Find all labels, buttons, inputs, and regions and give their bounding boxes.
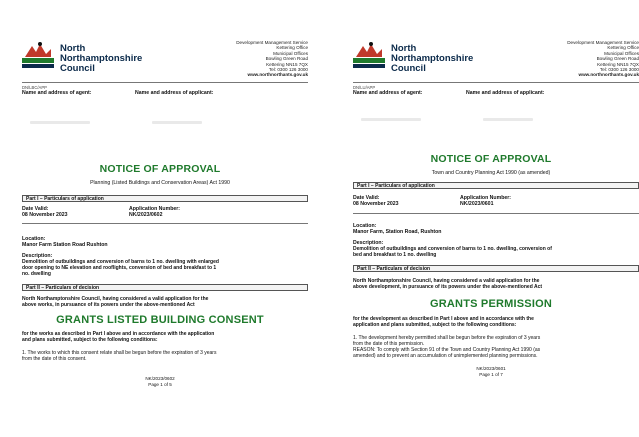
council-logo — [353, 40, 473, 76]
location-label: Location: — [22, 236, 46, 242]
council-crest-icon — [22, 40, 54, 72]
redacted-address — [152, 121, 202, 124]
grant-heading: GRANTS PERMISSION — [430, 298, 552, 310]
description-text: Demolition of outbuildings and conversion of barns to 1 no. dwelling with enlarged door opening to NE elevation and rooflights, conversion of bed and breakfast to 1 no. dwelling — [22, 259, 219, 277]
left-document-page — [12, 0, 308, 437]
office-address: Development Management Service Kettering Office Municipal Offices Bowling Green Road Kettering NN15 7QX Tel: 0300 126 3000 www.northnorthants.gov.uk — [519, 40, 639, 78]
section-divider — [22, 223, 308, 224]
applicant-label: Name and address of applicant: — [135, 90, 214, 96]
council-logo-text: North Northamptonshire Council — [60, 43, 143, 74]
part1-header: Part I – Particulars of application — [22, 195, 308, 202]
date-valid-label: Date Valid: — [353, 195, 380, 201]
redacted-address — [483, 118, 533, 121]
council-logo-text: North Northamptonshire Council — [391, 43, 474, 74]
reference-code: DN/LBC/APP — [22, 85, 47, 90]
decision-text: North Northamptonshire Council, having considered a valid application for the above works, in pursuance of its powers under the above-mentioned Act — [22, 296, 209, 308]
header-divider — [22, 82, 308, 83]
right-document-page — [343, 0, 639, 437]
agent-label: Name and address of agent: — [353, 90, 423, 96]
application-number-value: NK/2023/0601 — [460, 201, 494, 207]
council-crest-icon — [353, 40, 385, 72]
application-number-value: NK/2023/0602 — [129, 212, 163, 218]
date-valid-value: 08 November 2023 — [353, 201, 399, 207]
application-number-label: Application Number: — [460, 195, 512, 201]
office-address: Development Management Service Kettering Office Municipal Offices Bowling Green Road Kettering NN15 7QX Tel: 0300 126 3000 www.northnorthants.gov.uk — [188, 40, 308, 78]
description-label: Description: — [353, 240, 384, 246]
page-footer: NK/2023/0602 Page 1 of 5 — [145, 376, 175, 387]
date-valid-label: Date Valid: — [22, 206, 49, 212]
page-footer: NK/2023/0601 Page 1 of 7 — [476, 366, 506, 377]
decision-text: North Northamptonshire Council, having considered a valid application for the above development, in pursuance of its powers under the above-mentioned Act — [353, 278, 543, 290]
council-logo — [22, 40, 142, 76]
conditions-text: 1. The development hereby permitted shall be begun before the expiration of 3 years from the date of this permission. REASON: To comply with Section 91 of the Town and Country Planning Act 1990 (as amended) and to prevent an accumulation of unimplemented planning permissions. — [353, 335, 541, 359]
application-number-label: Application Number: — [129, 206, 181, 212]
redacted-address — [30, 121, 90, 124]
part2-header: Part II – Particulars of decision — [22, 284, 308, 291]
location-label: Location: — [353, 223, 377, 229]
section-divider — [353, 213, 639, 214]
redacted-address — [361, 118, 421, 121]
description-text: Demolition of outbuildings and conversion of barns to 1 no. dwelling, conversion of bed and breakfast to 1 no. dwelling — [353, 246, 552, 258]
council-website-link[interactable]: www.northnorthants.gov.uk — [578, 72, 639, 78]
works-text: for the development as described in Part I above and in accordance with the application and plans submitted, subject to the following conditions: — [353, 316, 534, 328]
date-valid-value: 08 November 2023 — [22, 212, 68, 218]
agent-label: Name and address of agent: — [22, 90, 92, 96]
council-website-link[interactable]: www.northnorthants.gov.uk — [247, 72, 308, 78]
part1-header: Part I – Particulars of application — [353, 182, 639, 189]
part2-header: Part II – Particulars of decision — [353, 265, 639, 272]
location-value: Manor Farm Station Road Rushton — [22, 242, 108, 248]
reference-code: DN/LU/APP — [353, 85, 376, 90]
grant-heading: GRANTS LISTED BUILDING CONSENT — [56, 314, 264, 326]
location-value: Manor Farm, Station Road, Rushton — [353, 229, 442, 235]
notice-title: NOTICE OF APPROVAL — [430, 153, 552, 165]
act-subtitle: Town and Country Planning Act 1990 (as amended) — [431, 170, 551, 176]
conditions-text: 1. The works to which this consent relate shall be begun before the expiration of 3 years from the date of this consent. — [22, 350, 217, 362]
notice-title: NOTICE OF APPROVAL — [99, 163, 221, 175]
applicant-label: Name and address of applicant: — [466, 90, 545, 96]
works-text: for the works as described in Part I above and in accordance with the application and plans submitted, subject to the following conditions: — [22, 331, 215, 343]
header-divider — [353, 82, 639, 83]
description-label: Description: — [22, 253, 53, 259]
act-subtitle: Planning (Listed Buildings and Conservation Areas) Act 1990 — [90, 180, 230, 186]
